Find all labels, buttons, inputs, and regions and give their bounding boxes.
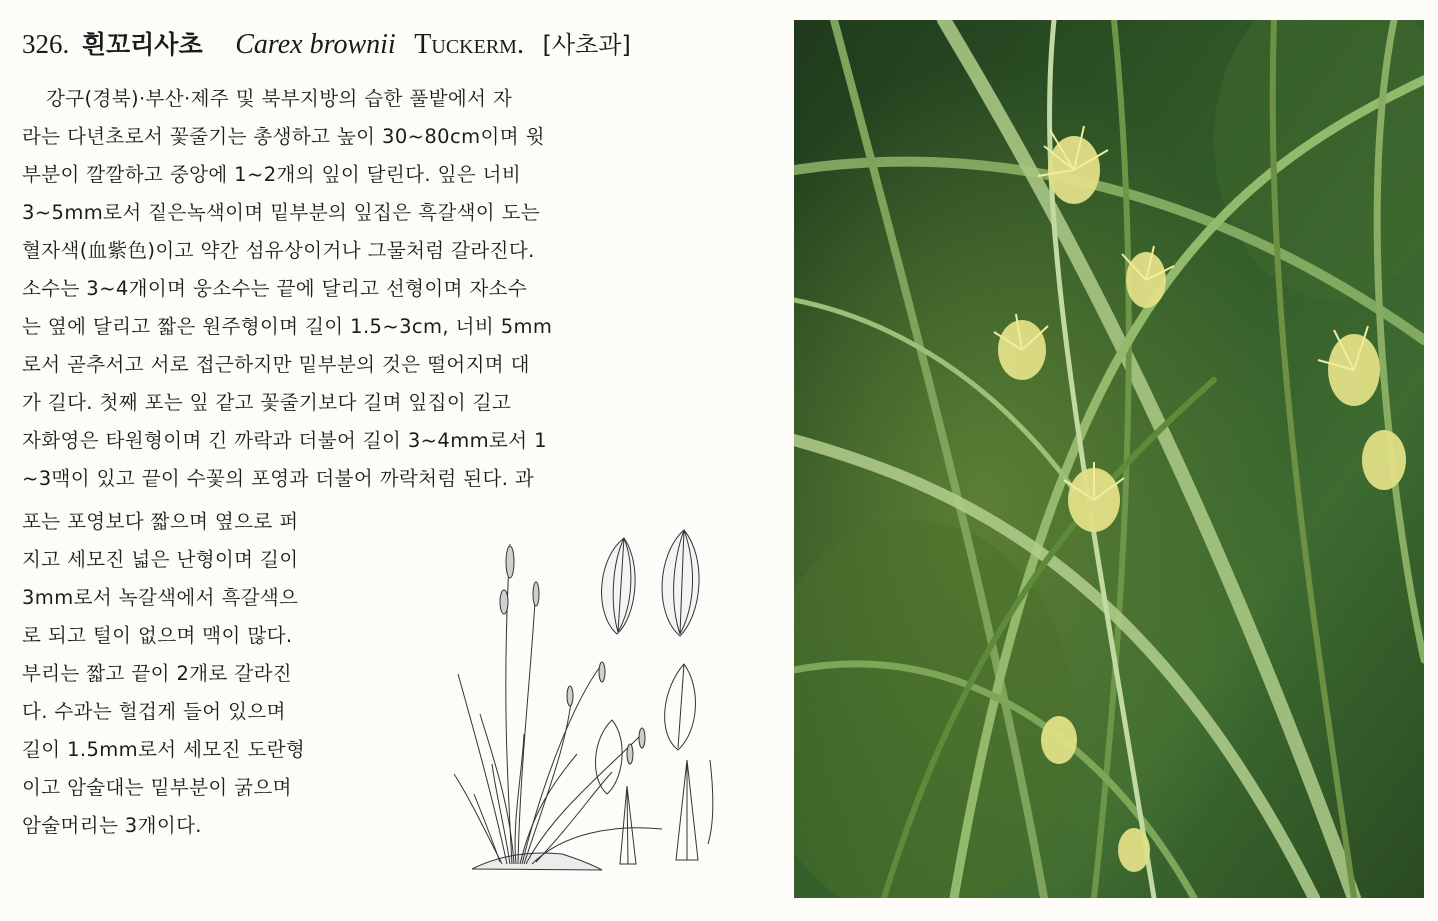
entry-number: 326. xyxy=(22,29,70,59)
description-line: 길이 1.5mm로서 세모진 도란형 xyxy=(22,738,306,761)
description-line: 자화영은 타원형이며 긴 까락과 더불어 길이 3~4mm로서 1 xyxy=(22,429,547,452)
description-line: 는 옆에 달리고 짧은 원주형이며 길이 1.5~3cm, 너비 5mm xyxy=(22,315,553,338)
description-line: 포는 포영보다 짧으며 옆으로 퍼 xyxy=(22,510,299,533)
botanical-illustration xyxy=(452,524,727,876)
description-line: 지고 세모진 넓은 난형이며 길이 xyxy=(22,548,299,571)
author-name: Tuckerm. xyxy=(414,29,524,60)
description-line: 이고 암술대는 밑부분이 굵으며 xyxy=(22,776,292,799)
description-line: 다. 수과는 헐겁게 들어 있으며 xyxy=(22,700,286,723)
description-line: 암술머리는 3개이다. xyxy=(22,814,202,837)
plant-photo xyxy=(794,20,1424,898)
description-line: 3~5mm로서 짙은녹색이며 밑부분의 잎집은 흑갈색이 도는 xyxy=(22,201,541,224)
description-line: ~3맥이 있고 끝이 수꽃의 포영과 더불어 까락처럼 된다. 과 xyxy=(22,467,535,490)
description-line: 가 길다. 첫째 포는 잎 같고 꽃줄기보다 길며 잎집이 길고 xyxy=(22,391,512,414)
description-line: 라는 다년초로서 꽃줄기는 총생하고 높이 30~80cm이며 윗 xyxy=(22,125,545,148)
scientific-name: Carex brownii xyxy=(235,29,396,60)
description-line: 소수는 3~4개이며 웅소수는 끝에 달리고 선형이며 자소수 xyxy=(22,277,528,300)
korean-name: 흰꼬리사초 xyxy=(81,30,203,59)
entry-heading xyxy=(22,22,782,66)
description-line: 혈자색(血紫色)이고 약간 섬유상이거나 그물처럼 갈라진다. xyxy=(22,239,535,262)
description-line: 부리는 짧고 끝이 2개로 갈라진 xyxy=(22,662,293,685)
description-line: 로 되고 털이 없으며 맥이 많다. xyxy=(22,624,293,647)
description-line: 3mm로서 녹갈색에서 흑갈색으 xyxy=(22,586,299,609)
description-line: 부분이 깔깔하고 중앙에 1~2개의 잎이 달린다. 잎은 너비 xyxy=(22,163,522,186)
description-line: 로서 곧추서고 서로 접근하지만 밑부분의 것은 떨어지며 대 xyxy=(22,353,530,376)
description-line: 강구(경북)·부산·제주 및 북부지방의 습한 풀밭에서 자 xyxy=(46,87,513,110)
family-name: [사초과] xyxy=(542,31,631,59)
